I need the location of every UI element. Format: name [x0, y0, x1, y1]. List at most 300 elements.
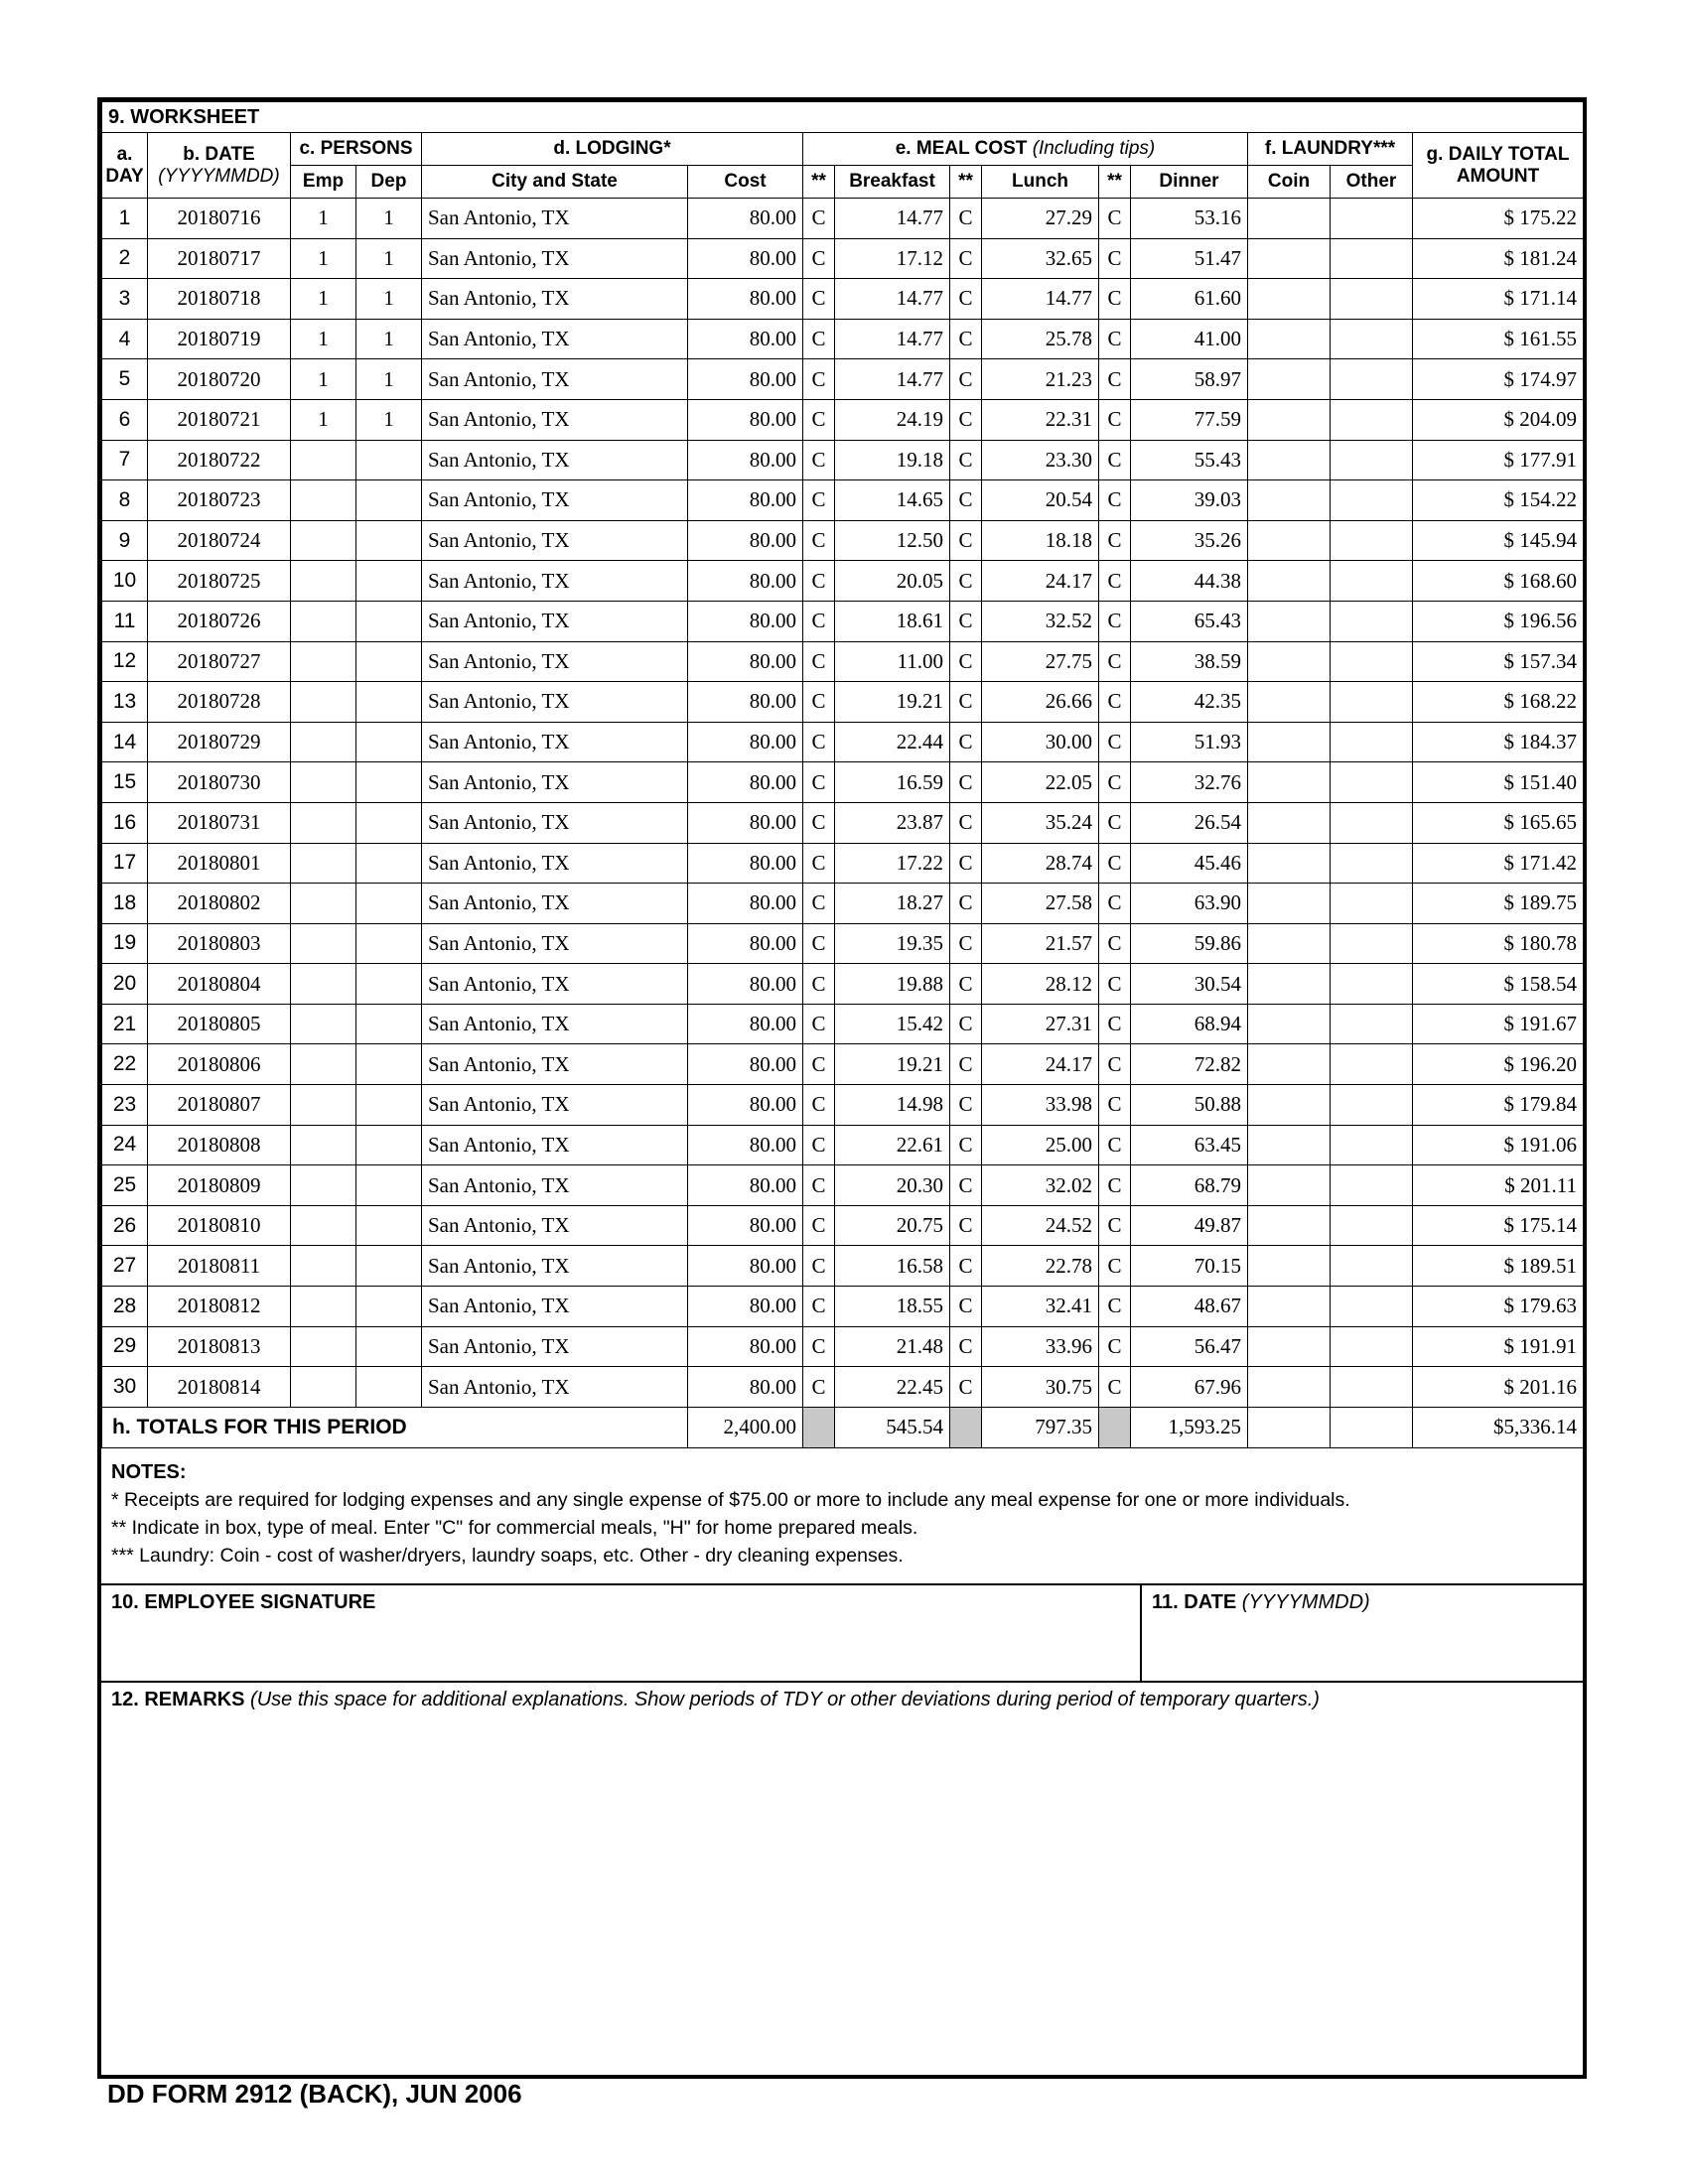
- dinner-cell[interactable]: 51.93: [1131, 722, 1248, 762]
- dinner-cell[interactable]: 68.94: [1131, 1004, 1248, 1044]
- dep-cell[interactable]: [356, 480, 422, 521]
- laundry-coin-cell[interactable]: [1248, 1246, 1331, 1287]
- dinner-cell[interactable]: 63.90: [1131, 884, 1248, 924]
- dinner-cell[interactable]: 65.43: [1131, 601, 1248, 641]
- breakfast-cell[interactable]: 20.30: [835, 1165, 950, 1206]
- dinner-cell[interactable]: 58.97: [1131, 359, 1248, 400]
- dinner-cell[interactable]: 59.86: [1131, 923, 1248, 964]
- laundry-coin-cell[interactable]: [1248, 1165, 1331, 1206]
- emp-cell[interactable]: [291, 561, 356, 602]
- laundry-other-cell[interactable]: [1331, 682, 1413, 723]
- dep-cell[interactable]: [356, 802, 422, 843]
- lunch-cell[interactable]: 25.00: [982, 1125, 1099, 1165]
- laundry-other-cell[interactable]: [1331, 520, 1413, 561]
- dinner-cell[interactable]: 38.59: [1131, 641, 1248, 682]
- laundry-other-cell[interactable]: [1331, 601, 1413, 641]
- laundry-other-cell[interactable]: [1331, 1367, 1413, 1408]
- breakfast-cell[interactable]: 22.44: [835, 722, 950, 762]
- remarks-field[interactable]: [101, 1683, 1583, 1717]
- laundry-other-cell[interactable]: [1331, 641, 1413, 682]
- dinner-type-cell[interactable]: C: [1099, 964, 1131, 1005]
- dinner-type-cell[interactable]: C: [1099, 319, 1131, 359]
- lodging-cost-cell[interactable]: 80.00: [688, 1205, 803, 1246]
- emp-cell[interactable]: [291, 1205, 356, 1246]
- dinner-cell[interactable]: 56.47: [1131, 1326, 1248, 1367]
- dep-cell[interactable]: 1: [356, 238, 422, 279]
- city-state-cell[interactable]: San Antonio, TX: [422, 1085, 688, 1126]
- dinner-cell[interactable]: 45.46: [1131, 843, 1248, 884]
- totals-coin[interactable]: [1248, 1407, 1331, 1447]
- city-state-cell[interactable]: San Antonio, TX: [422, 1125, 688, 1165]
- lunch-type-cell[interactable]: C: [950, 1085, 982, 1126]
- lunch-cell[interactable]: 21.57: [982, 923, 1099, 964]
- breakfast-cell[interactable]: 14.65: [835, 480, 950, 521]
- city-state-cell[interactable]: San Antonio, TX: [422, 641, 688, 682]
- lodging-cost-cell[interactable]: 80.00: [688, 1246, 803, 1287]
- dep-cell[interactable]: [356, 1004, 422, 1044]
- dinner-type-cell[interactable]: C: [1099, 440, 1131, 480]
- laundry-other-cell[interactable]: [1331, 399, 1413, 440]
- laundry-other-cell[interactable]: [1331, 802, 1413, 843]
- dinner-type-cell[interactable]: C: [1099, 682, 1131, 723]
- lunch-cell[interactable]: 33.96: [982, 1326, 1099, 1367]
- dinner-cell[interactable]: 55.43: [1131, 440, 1248, 480]
- dinner-type-cell[interactable]: C: [1099, 1246, 1131, 1287]
- dinner-type-cell[interactable]: C: [1099, 1287, 1131, 1327]
- laundry-coin-cell[interactable]: [1248, 1004, 1331, 1044]
- laundry-other-cell[interactable]: [1331, 964, 1413, 1005]
- city-state-cell[interactable]: San Antonio, TX: [422, 359, 688, 400]
- lunch-type-cell[interactable]: C: [950, 199, 982, 239]
- lunch-type-cell[interactable]: C: [950, 762, 982, 803]
- laundry-other-cell[interactable]: [1331, 319, 1413, 359]
- dinner-type-cell[interactable]: C: [1099, 1044, 1131, 1085]
- dep-cell[interactable]: [356, 722, 422, 762]
- breakfast-cell[interactable]: 22.61: [835, 1125, 950, 1165]
- emp-cell[interactable]: [291, 641, 356, 682]
- dep-cell[interactable]: [356, 601, 422, 641]
- breakfast-cell[interactable]: 21.48: [835, 1326, 950, 1367]
- dep-cell[interactable]: [356, 1125, 422, 1165]
- city-state-cell[interactable]: San Antonio, TX: [422, 923, 688, 964]
- city-state-cell[interactable]: San Antonio, TX: [422, 1165, 688, 1206]
- breakfast-cell[interactable]: 16.58: [835, 1246, 950, 1287]
- laundry-coin-cell[interactable]: [1248, 279, 1331, 320]
- city-state-cell[interactable]: San Antonio, TX: [422, 1287, 688, 1327]
- breakfast-cell[interactable]: 14.77: [835, 199, 950, 239]
- dep-cell[interactable]: 1: [356, 399, 422, 440]
- breakfast-cell[interactable]: 22.45: [835, 1367, 950, 1408]
- dep-cell[interactable]: [356, 762, 422, 803]
- emp-cell[interactable]: [291, 1326, 356, 1367]
- lunch-cell[interactable]: 20.54: [982, 480, 1099, 521]
- lunch-type-cell[interactable]: C: [950, 238, 982, 279]
- breakfast-type-cell[interactable]: C: [803, 520, 835, 561]
- lodging-cost-cell[interactable]: 80.00: [688, 1085, 803, 1126]
- breakfast-cell[interactable]: 19.21: [835, 1044, 950, 1085]
- laundry-coin-cell[interactable]: [1248, 1367, 1331, 1408]
- dinner-cell[interactable]: 51.47: [1131, 238, 1248, 279]
- lunch-cell[interactable]: 27.31: [982, 1004, 1099, 1044]
- lunch-type-cell[interactable]: C: [950, 1287, 982, 1327]
- emp-cell[interactable]: [291, 1044, 356, 1085]
- lunch-cell[interactable]: 28.74: [982, 843, 1099, 884]
- breakfast-cell[interactable]: 24.19: [835, 399, 950, 440]
- emp-cell[interactable]: [291, 843, 356, 884]
- lodging-cost-cell[interactable]: 80.00: [688, 762, 803, 803]
- laundry-coin-cell[interactable]: [1248, 682, 1331, 723]
- lunch-cell[interactable]: 32.41: [982, 1287, 1099, 1327]
- dep-cell[interactable]: [356, 923, 422, 964]
- emp-cell[interactable]: [291, 884, 356, 924]
- dinner-cell[interactable]: 61.60: [1131, 279, 1248, 320]
- lunch-cell[interactable]: 27.75: [982, 641, 1099, 682]
- laundry-other-cell[interactable]: [1331, 1205, 1413, 1246]
- laundry-coin-cell[interactable]: [1248, 1085, 1331, 1126]
- breakfast-type-cell[interactable]: C: [803, 762, 835, 803]
- laundry-other-cell[interactable]: [1331, 762, 1413, 803]
- dep-cell[interactable]: [356, 964, 422, 1005]
- dinner-cell[interactable]: 30.54: [1131, 964, 1248, 1005]
- lodging-cost-cell[interactable]: 80.00: [688, 1165, 803, 1206]
- city-state-cell[interactable]: San Antonio, TX: [422, 199, 688, 239]
- dinner-type-cell[interactable]: C: [1099, 561, 1131, 602]
- dinner-cell[interactable]: 39.03: [1131, 480, 1248, 521]
- dep-cell[interactable]: [356, 682, 422, 723]
- breakfast-type-cell[interactable]: C: [803, 319, 835, 359]
- laundry-other-cell[interactable]: [1331, 1287, 1413, 1327]
- laundry-other-cell[interactable]: [1331, 359, 1413, 400]
- breakfast-type-cell[interactable]: C: [803, 682, 835, 723]
- dep-cell[interactable]: [356, 843, 422, 884]
- laundry-coin-cell[interactable]: [1248, 399, 1331, 440]
- breakfast-type-cell[interactable]: C: [803, 399, 835, 440]
- breakfast-type-cell[interactable]: C: [803, 722, 835, 762]
- lunch-type-cell[interactable]: C: [950, 399, 982, 440]
- emp-cell[interactable]: 1: [291, 359, 356, 400]
- lodging-cost-cell[interactable]: 80.00: [688, 964, 803, 1005]
- lodging-cost-cell[interactable]: 80.00: [688, 722, 803, 762]
- dep-cell[interactable]: 1: [356, 279, 422, 320]
- lunch-type-cell[interactable]: C: [950, 1367, 982, 1408]
- city-state-cell[interactable]: San Antonio, TX: [422, 762, 688, 803]
- breakfast-type-cell[interactable]: C: [803, 802, 835, 843]
- lodging-cost-cell[interactable]: 80.00: [688, 802, 803, 843]
- dinner-cell[interactable]: 42.35: [1131, 682, 1248, 723]
- laundry-coin-cell[interactable]: [1248, 964, 1331, 1005]
- breakfast-type-cell[interactable]: C: [803, 964, 835, 1005]
- breakfast-cell[interactable]: 18.61: [835, 601, 950, 641]
- dep-cell[interactable]: [356, 1165, 422, 1206]
- city-state-cell[interactable]: San Antonio, TX: [422, 1004, 688, 1044]
- laundry-coin-cell[interactable]: [1248, 802, 1331, 843]
- dinner-type-cell[interactable]: C: [1099, 279, 1131, 320]
- dep-cell[interactable]: [356, 1085, 422, 1126]
- laundry-other-cell[interactable]: [1331, 279, 1413, 320]
- lunch-type-cell[interactable]: C: [950, 722, 982, 762]
- lodging-cost-cell[interactable]: 80.00: [688, 480, 803, 521]
- totals-other[interactable]: [1331, 1407, 1413, 1447]
- breakfast-type-cell[interactable]: C: [803, 480, 835, 521]
- dep-cell[interactable]: [356, 884, 422, 924]
- breakfast-type-cell[interactable]: C: [803, 238, 835, 279]
- dep-cell[interactable]: [356, 1367, 422, 1408]
- emp-cell[interactable]: [291, 1287, 356, 1327]
- laundry-coin-cell[interactable]: [1248, 762, 1331, 803]
- city-state-cell[interactable]: San Antonio, TX: [422, 964, 688, 1005]
- dinner-type-cell[interactable]: C: [1099, 1125, 1131, 1165]
- lunch-type-cell[interactable]: C: [950, 1125, 982, 1165]
- dep-cell[interactable]: 1: [356, 199, 422, 239]
- lunch-cell[interactable]: 35.24: [982, 802, 1099, 843]
- dinner-cell[interactable]: 35.26: [1131, 520, 1248, 561]
- dinner-cell[interactable]: 70.15: [1131, 1246, 1248, 1287]
- lodging-cost-cell[interactable]: 80.00: [688, 279, 803, 320]
- breakfast-type-cell[interactable]: C: [803, 199, 835, 239]
- lunch-type-cell[interactable]: C: [950, 964, 982, 1005]
- emp-cell[interactable]: [291, 1004, 356, 1044]
- lunch-cell[interactable]: 18.18: [982, 520, 1099, 561]
- laundry-coin-cell[interactable]: [1248, 843, 1331, 884]
- dinner-cell[interactable]: 67.96: [1131, 1367, 1248, 1408]
- lunch-cell[interactable]: 27.29: [982, 199, 1099, 239]
- city-state-cell[interactable]: San Antonio, TX: [422, 480, 688, 521]
- dinner-type-cell[interactable]: C: [1099, 1085, 1131, 1126]
- laundry-other-cell[interactable]: [1331, 923, 1413, 964]
- emp-cell[interactable]: 1: [291, 399, 356, 440]
- emp-cell[interactable]: 1: [291, 199, 356, 239]
- laundry-coin-cell[interactable]: [1248, 319, 1331, 359]
- breakfast-cell[interactable]: 17.22: [835, 843, 950, 884]
- laundry-other-cell[interactable]: [1331, 1125, 1413, 1165]
- breakfast-cell[interactable]: 11.00: [835, 641, 950, 682]
- dinner-cell[interactable]: 68.79: [1131, 1165, 1248, 1206]
- city-state-cell[interactable]: San Antonio, TX: [422, 440, 688, 480]
- breakfast-type-cell[interactable]: C: [803, 1165, 835, 1206]
- emp-cell[interactable]: [291, 601, 356, 641]
- lunch-cell[interactable]: 23.30: [982, 440, 1099, 480]
- breakfast-type-cell[interactable]: C: [803, 1326, 835, 1367]
- laundry-other-cell[interactable]: [1331, 884, 1413, 924]
- lunch-cell[interactable]: 22.78: [982, 1246, 1099, 1287]
- emp-cell[interactable]: [291, 1165, 356, 1206]
- city-state-cell[interactable]: San Antonio, TX: [422, 1326, 688, 1367]
- lunch-type-cell[interactable]: C: [950, 1246, 982, 1287]
- laundry-coin-cell[interactable]: [1248, 238, 1331, 279]
- city-state-cell[interactable]: San Antonio, TX: [422, 1044, 688, 1085]
- breakfast-type-cell[interactable]: C: [803, 641, 835, 682]
- breakfast-type-cell[interactable]: C: [803, 1287, 835, 1327]
- laundry-coin-cell[interactable]: [1248, 480, 1331, 521]
- dinner-type-cell[interactable]: C: [1099, 199, 1131, 239]
- laundry-other-cell[interactable]: [1331, 843, 1413, 884]
- dinner-cell[interactable]: 49.87: [1131, 1205, 1248, 1246]
- breakfast-type-cell[interactable]: C: [803, 1367, 835, 1408]
- lodging-cost-cell[interactable]: 80.00: [688, 359, 803, 400]
- city-state-cell[interactable]: San Antonio, TX: [422, 1246, 688, 1287]
- lunch-cell[interactable]: 22.05: [982, 762, 1099, 803]
- city-state-cell[interactable]: San Antonio, TX: [422, 319, 688, 359]
- laundry-coin-cell[interactable]: [1248, 359, 1331, 400]
- city-state-cell[interactable]: San Antonio, TX: [422, 520, 688, 561]
- lunch-type-cell[interactable]: C: [950, 682, 982, 723]
- breakfast-type-cell[interactable]: C: [803, 601, 835, 641]
- laundry-other-cell[interactable]: [1331, 199, 1413, 239]
- emp-cell[interactable]: [291, 802, 356, 843]
- dinner-cell[interactable]: 72.82: [1131, 1044, 1248, 1085]
- lunch-type-cell[interactable]: C: [950, 923, 982, 964]
- dinner-type-cell[interactable]: C: [1099, 641, 1131, 682]
- city-state-cell[interactable]: San Antonio, TX: [422, 1367, 688, 1408]
- dinner-type-cell[interactable]: C: [1099, 1004, 1131, 1044]
- dep-cell[interactable]: [356, 561, 422, 602]
- breakfast-cell[interactable]: 18.55: [835, 1287, 950, 1327]
- lodging-cost-cell[interactable]: 80.00: [688, 1125, 803, 1165]
- emp-cell[interactable]: [291, 440, 356, 480]
- lunch-cell[interactable]: 30.75: [982, 1367, 1099, 1408]
- lunch-cell[interactable]: 25.78: [982, 319, 1099, 359]
- lunch-cell[interactable]: 28.12: [982, 964, 1099, 1005]
- employee-signature-field[interactable]: [101, 1585, 1142, 1681]
- lunch-type-cell[interactable]: C: [950, 601, 982, 641]
- laundry-other-cell[interactable]: [1331, 1326, 1413, 1367]
- lodging-cost-cell[interactable]: 80.00: [688, 601, 803, 641]
- signature-date-field[interactable]: [1142, 1585, 1583, 1681]
- dinner-type-cell[interactable]: C: [1099, 1326, 1131, 1367]
- laundry-other-cell[interactable]: [1331, 1165, 1413, 1206]
- lodging-cost-cell[interactable]: 80.00: [688, 1326, 803, 1367]
- emp-cell[interactable]: 1: [291, 238, 356, 279]
- city-state-cell[interactable]: San Antonio, TX: [422, 884, 688, 924]
- lodging-cost-cell[interactable]: 80.00: [688, 440, 803, 480]
- lunch-cell[interactable]: 32.52: [982, 601, 1099, 641]
- emp-cell[interactable]: [291, 520, 356, 561]
- lunch-cell[interactable]: 32.65: [982, 238, 1099, 279]
- breakfast-cell[interactable]: 19.88: [835, 964, 950, 1005]
- emp-cell[interactable]: [291, 1085, 356, 1126]
- lodging-cost-cell[interactable]: 80.00: [688, 641, 803, 682]
- emp-cell[interactable]: [291, 1125, 356, 1165]
- lunch-cell[interactable]: 14.77: [982, 279, 1099, 320]
- breakfast-cell[interactable]: 14.98: [835, 1085, 950, 1126]
- breakfast-cell[interactable]: 19.21: [835, 682, 950, 723]
- breakfast-cell[interactable]: 15.42: [835, 1004, 950, 1044]
- lodging-cost-cell[interactable]: 80.00: [688, 561, 803, 602]
- emp-cell[interactable]: [291, 1246, 356, 1287]
- dinner-type-cell[interactable]: C: [1099, 601, 1131, 641]
- dinner-type-cell[interactable]: C: [1099, 359, 1131, 400]
- laundry-other-cell[interactable]: [1331, 561, 1413, 602]
- lunch-type-cell[interactable]: C: [950, 561, 982, 602]
- breakfast-cell[interactable]: 19.18: [835, 440, 950, 480]
- breakfast-cell[interactable]: 17.12: [835, 238, 950, 279]
- breakfast-type-cell[interactable]: C: [803, 561, 835, 602]
- laundry-other-cell[interactable]: [1331, 1004, 1413, 1044]
- breakfast-cell[interactable]: 16.59: [835, 762, 950, 803]
- lodging-cost-cell[interactable]: 80.00: [688, 923, 803, 964]
- lunch-type-cell[interactable]: C: [950, 279, 982, 320]
- dinner-type-cell[interactable]: C: [1099, 884, 1131, 924]
- lunch-type-cell[interactable]: C: [950, 843, 982, 884]
- dinner-type-cell[interactable]: C: [1099, 480, 1131, 521]
- dinner-cell[interactable]: 48.67: [1131, 1287, 1248, 1327]
- dinner-cell[interactable]: 53.16: [1131, 199, 1248, 239]
- lunch-type-cell[interactable]: C: [950, 440, 982, 480]
- breakfast-type-cell[interactable]: C: [803, 1246, 835, 1287]
- lodging-cost-cell[interactable]: 80.00: [688, 520, 803, 561]
- lodging-cost-cell[interactable]: 80.00: [688, 682, 803, 723]
- city-state-cell[interactable]: San Antonio, TX: [422, 1205, 688, 1246]
- city-state-cell[interactable]: San Antonio, TX: [422, 561, 688, 602]
- breakfast-type-cell[interactable]: C: [803, 843, 835, 884]
- lodging-cost-cell[interactable]: 80.00: [688, 843, 803, 884]
- dinner-type-cell[interactable]: C: [1099, 843, 1131, 884]
- dep-cell[interactable]: [356, 520, 422, 561]
- dep-cell[interactable]: [356, 1326, 422, 1367]
- laundry-coin-cell[interactable]: [1248, 1125, 1331, 1165]
- laundry-other-cell[interactable]: [1331, 480, 1413, 521]
- dep-cell[interactable]: [356, 440, 422, 480]
- lunch-cell[interactable]: 30.00: [982, 722, 1099, 762]
- breakfast-type-cell[interactable]: C: [803, 923, 835, 964]
- laundry-other-cell[interactable]: [1331, 722, 1413, 762]
- dinner-type-cell[interactable]: C: [1099, 399, 1131, 440]
- city-state-cell[interactable]: San Antonio, TX: [422, 279, 688, 320]
- breakfast-cell[interactable]: 14.77: [835, 279, 950, 320]
- breakfast-type-cell[interactable]: C: [803, 279, 835, 320]
- dinner-cell[interactable]: 44.38: [1131, 561, 1248, 602]
- laundry-coin-cell[interactable]: [1248, 722, 1331, 762]
- lunch-cell[interactable]: 24.17: [982, 561, 1099, 602]
- emp-cell[interactable]: [291, 762, 356, 803]
- laundry-coin-cell[interactable]: [1248, 520, 1331, 561]
- dep-cell[interactable]: [356, 1044, 422, 1085]
- city-state-cell[interactable]: San Antonio, TX: [422, 399, 688, 440]
- breakfast-cell[interactable]: 20.05: [835, 561, 950, 602]
- breakfast-cell[interactable]: 18.27: [835, 884, 950, 924]
- lodging-cost-cell[interactable]: 80.00: [688, 1287, 803, 1327]
- lunch-cell[interactable]: 22.31: [982, 399, 1099, 440]
- laundry-other-cell[interactable]: [1331, 238, 1413, 279]
- laundry-coin-cell[interactable]: [1248, 884, 1331, 924]
- breakfast-type-cell[interactable]: C: [803, 1205, 835, 1246]
- lunch-type-cell[interactable]: C: [950, 802, 982, 843]
- breakfast-cell[interactable]: 12.50: [835, 520, 950, 561]
- laundry-coin-cell[interactable]: [1248, 641, 1331, 682]
- breakfast-cell[interactable]: 14.77: [835, 319, 950, 359]
- breakfast-type-cell[interactable]: C: [803, 1044, 835, 1085]
- lunch-cell[interactable]: 24.52: [982, 1205, 1099, 1246]
- dep-cell[interactable]: [356, 1205, 422, 1246]
- dep-cell[interactable]: [356, 641, 422, 682]
- lodging-cost-cell[interactable]: 80.00: [688, 1367, 803, 1408]
- emp-cell[interactable]: [291, 1367, 356, 1408]
- city-state-cell[interactable]: San Antonio, TX: [422, 722, 688, 762]
- dep-cell[interactable]: [356, 1287, 422, 1327]
- dinner-type-cell[interactable]: C: [1099, 1367, 1131, 1408]
- lunch-type-cell[interactable]: C: [950, 1326, 982, 1367]
- breakfast-cell[interactable]: 23.87: [835, 802, 950, 843]
- dinner-type-cell[interactable]: C: [1099, 1165, 1131, 1206]
- dinner-type-cell[interactable]: C: [1099, 520, 1131, 561]
- laundry-coin-cell[interactable]: [1248, 601, 1331, 641]
- dinner-cell[interactable]: 26.54: [1131, 802, 1248, 843]
- lunch-type-cell[interactable]: C: [950, 1205, 982, 1246]
- laundry-coin-cell[interactable]: [1248, 1326, 1331, 1367]
- dep-cell[interactable]: 1: [356, 319, 422, 359]
- breakfast-type-cell[interactable]: C: [803, 1004, 835, 1044]
- lodging-cost-cell[interactable]: 80.00: [688, 1004, 803, 1044]
